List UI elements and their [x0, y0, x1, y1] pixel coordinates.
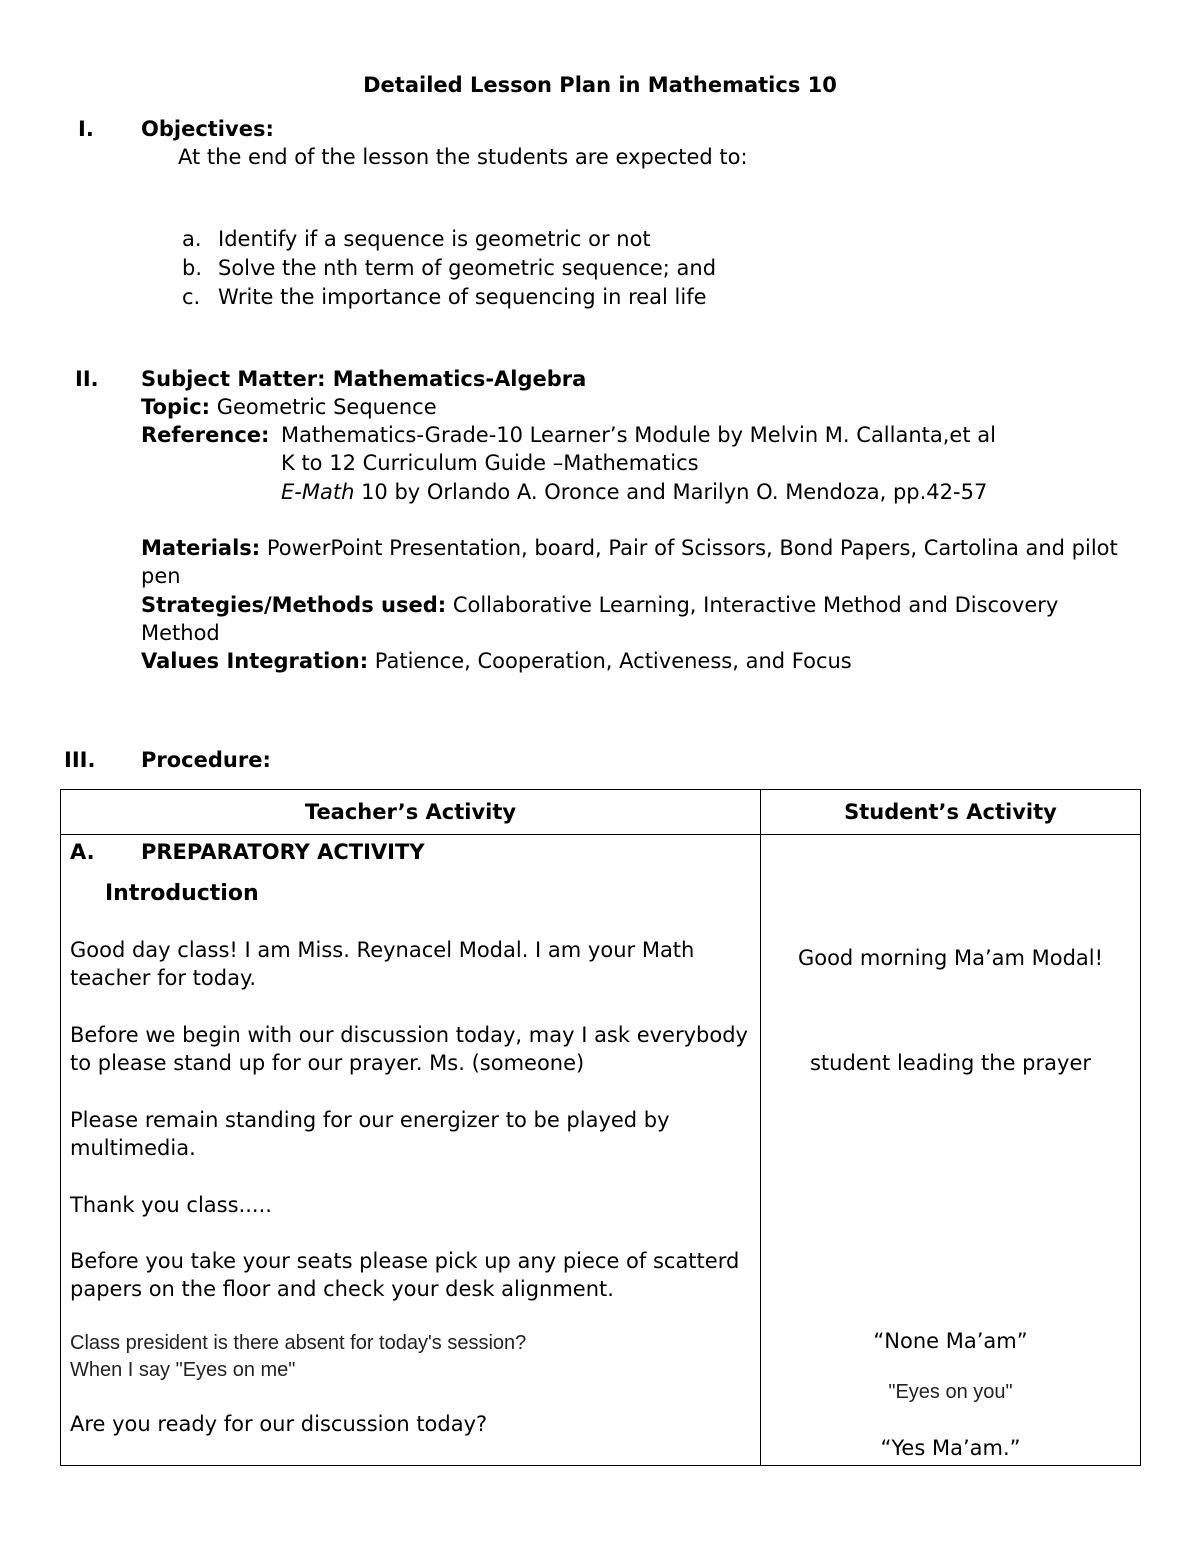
student-response: student leading the prayer [809, 1051, 1091, 1075]
topic-value: Geometric Sequence [210, 395, 437, 419]
reference-rest: 10 by Orlando A. Oronce and Marilyn O. Mendoza, pp.42-57 [354, 480, 988, 504]
topic-line [141, 395, 437, 419]
materials-value: PowerPoint Presentation, board, Pair of Scissors, Bond Papers, Cartolina and pilot [260, 536, 1118, 560]
topic-label: Topic: [141, 395, 211, 419]
student-column-header: Student’s Activity [761, 790, 1141, 835]
teacher-line: Before we begin with our discussion today, may I ask everybody [70, 1023, 748, 1047]
strategies-line [141, 593, 1058, 617]
student-activity-cell [761, 835, 1141, 1466]
reference-item: K to 12 Curriculum Guide –Mathematics [281, 451, 699, 475]
teacher-line: multimedia. [70, 1136, 196, 1160]
student-response: “None Ma’am” [873, 1329, 1028, 1353]
objective-item: Identify if a sequence is geometric or not [218, 227, 651, 251]
teacher-line: Are you ready for our discussion today? [70, 1412, 488, 1436]
objective-item: Write the importance of sequencing in real life [218, 285, 707, 309]
teacher-line: Good day class! I am Miss. Reynacel Modal. I am your Math [70, 938, 695, 962]
subject-numeral: II. [75, 367, 99, 391]
teacher-line: Thank you class..... [70, 1193, 272, 1217]
procedure-table [60, 789, 1141, 1466]
objective-marker: b. [182, 256, 203, 280]
student-response: “Yes Ma’am.” [880, 1436, 1021, 1460]
teacher-line: teacher for today. [70, 966, 257, 990]
teacher-activity-cell [61, 835, 761, 1466]
teacher-line: Class president is there absent for today's session? [70, 1332, 527, 1354]
materials-line [141, 536, 1118, 560]
reference-item: Mathematics-Grade-10 Learner’s Module by Melvin M. Callanta,et al [281, 423, 996, 447]
teacher-line: Please remain standing for our energizer to be played by [70, 1108, 670, 1132]
student-response: Good morning Ma’am Modal! [797, 946, 1104, 970]
materials-label: Materials: [141, 536, 261, 560]
materials-continued: pen [141, 564, 181, 588]
reference-italic-title: E-Math [281, 480, 355, 504]
objectives-intro: At the end of the lesson the students are expected to: [178, 145, 748, 169]
teacher-line: Before you take your seats please pick up any piece of scatterd [70, 1249, 740, 1273]
teacher-line: When I say "Eyes on me" [70, 1359, 296, 1381]
table-header-row [61, 790, 1141, 835]
student-response: "Eyes on you" [888, 1381, 1013, 1403]
objective-marker: c. [182, 285, 201, 309]
section-marker: A. [70, 840, 95, 864]
objective-item: Solve the nth term of geometric sequence; and [218, 256, 717, 280]
values-line [141, 649, 852, 673]
objective-marker: a. [182, 227, 202, 251]
procedure-numeral: III. [64, 748, 96, 772]
teacher-column-header: Teacher’s Activity [61, 790, 761, 835]
reference-item [281, 480, 987, 504]
document-title: Detailed Lesson Plan in Mathematics 10 [363, 73, 837, 97]
strategies-label: Strategies/Methods used: [141, 593, 447, 617]
objectives-numeral: I. [78, 117, 94, 141]
procedure-heading: Procedure: [141, 748, 271, 772]
values-value: Patience, Cooperation, Activeness, and Focus [368, 649, 852, 673]
teacher-line: papers on the floor and check your desk alignment. [70, 1277, 614, 1301]
values-label: Values Integration: [141, 649, 369, 673]
objectives-heading: Objectives: [141, 117, 274, 141]
strategies-value: Collaborative Learning, Interactive Method and Discovery [446, 593, 1059, 617]
teacher-line: to please stand up for our prayer. Ms. (someone) [70, 1051, 585, 1075]
reference-label: Reference: [141, 423, 270, 447]
section-title: PREPARATORY ACTIVITY [141, 840, 425, 864]
subsection-title: Introduction [105, 881, 259, 906]
table-row [61, 835, 1141, 1466]
strategies-continued: Method [141, 621, 220, 645]
subject-heading: Subject Matter: Mathematics-Algebra [141, 367, 587, 391]
